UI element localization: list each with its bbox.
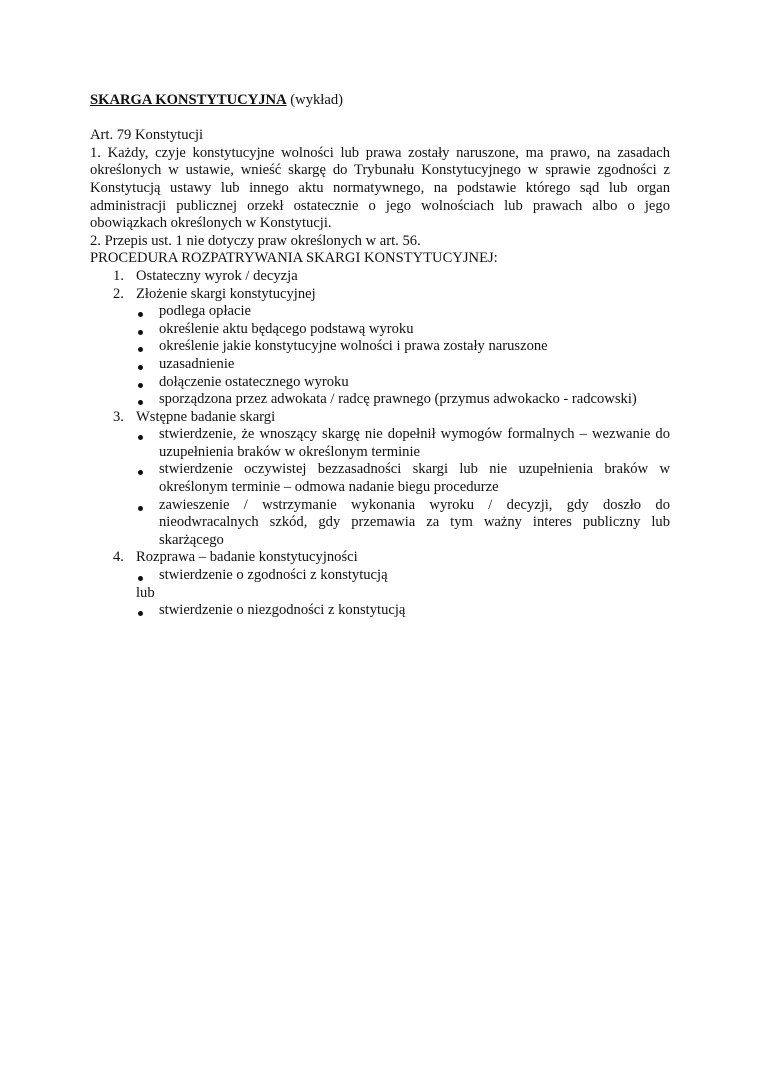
article-paragraph-2: 2. Przepis ust. 1 nie dotyczy praw określonych w art. 56.: [90, 232, 421, 249]
bullet-icon: [138, 611, 143, 616]
document-title: [90, 92, 670, 110]
document-page: [90, 92, 670, 620]
step-label: Złożenie skargi konstytucyjnej: [136, 285, 316, 302]
step-bullet-list: [136, 602, 670, 620]
blank-line: [90, 110, 670, 128]
step-number: 1.: [113, 267, 124, 284]
step-bullet-list: [136, 567, 670, 585]
procedure-step: [90, 286, 670, 409]
bullet-item: [136, 374, 670, 392]
bullet-icon: [138, 506, 143, 511]
title-bold-text: SKARGA KONSTYTUCYJNA: [90, 92, 287, 108]
bullet-text: sporządzona przez adwokata / radcę prawnego (przymus adwokacko - radcowski): [159, 391, 637, 408]
bullet-item: [136, 391, 670, 409]
step-number: 4.: [113, 549, 124, 566]
bullet-icon: [138, 365, 143, 370]
bullet-icon: [138, 470, 143, 475]
bullet-item: [136, 338, 670, 356]
bullet-icon: [138, 576, 143, 581]
bullet-icon: [138, 347, 143, 352]
bullet-item: [136, 497, 670, 550]
bullet-text: podlega opłacie: [159, 303, 251, 320]
article-paragraph-1: 1. Każdy, czyje konstytucyjne wolności lub prawa zostały naruszone, ma prawo, na zasadach określonych w ustawie, wnieść skargę do Trybunału Konstytucyjnego w sprawie zgodności z Konstytucją ustawy lub innego aktu normatywnego, na podstawie którego sąd lub organ administracji publicznej orzekł ostatecznie o jego wolnościach lub prawach albo o jego obowiązkach określonych w Konstytucji.: [90, 144, 670, 232]
title-suffix: (wykład): [286, 92, 343, 108]
bullet-item: [136, 567, 670, 585]
bullet-item: [136, 303, 670, 321]
step-number: 2.: [113, 285, 124, 302]
bullet-icon: [138, 435, 143, 440]
connector-text: lub: [136, 584, 155, 601]
bullet-text: uzasadnienie: [159, 355, 235, 372]
step-bullet-list: [136, 426, 670, 549]
procedure-step: [90, 268, 670, 286]
bullet-text: dołączenie ostatecznego wyroku: [159, 373, 349, 390]
bullet-text: stwierdzenie oczywistej bezzasadności skargi lub nie uzupełnienia braków w określonym terminie – odmowa nadanie biegu procedurze: [159, 461, 670, 496]
procedure-steps: [90, 268, 670, 620]
step-label: Ostateczny wyrok / decyzja: [136, 267, 298, 284]
bullet-item: [136, 356, 670, 374]
bullet-text: stwierdzenie, że wnoszący skargę nie dopełnił wymogów formalnych – wezwanie do uzupełnienia braków w określonym terminie: [159, 426, 670, 460]
bullet-text: zawieszenie / wstrzymanie wykonania wyroku / decyzji, gdy doszło do nieodwracalnych szkód, gdy przemawia za tym ważny interes publiczny lub skarżącego: [159, 496, 670, 548]
step-label: Wstępne badanie skargi: [136, 408, 276, 425]
article-reference: Art. 79 Konstytucji: [90, 127, 204, 144]
step-number: 3.: [113, 408, 124, 425]
step-bullet-list: [136, 303, 670, 409]
procedure-step: [90, 549, 670, 619]
bullet-text: określenie jakie konstytucyjne wolności i prawa zostały naruszone: [159, 338, 548, 355]
bullet-item: [136, 426, 670, 461]
bullet-icon: [138, 330, 143, 335]
bullet-text: stwierdzenie o niezgodności z konstytucją: [159, 602, 406, 619]
bullet-icon: [138, 312, 143, 317]
bullet-item: [136, 461, 670, 496]
bullet-icon: [138, 400, 143, 405]
bullet-item: [136, 321, 670, 339]
bullet-item: [136, 602, 670, 620]
procedure-step: [90, 409, 670, 550]
bullet-text: określenie aktu będącego podstawą wyroku: [159, 320, 414, 337]
bullet-icon: [138, 383, 143, 388]
bullet-text: stwierdzenie o zgodności z konstytucją: [159, 567, 388, 584]
procedure-heading: PROCEDURA ROZPATRYWANIA SKARGI KONSTYTUCYJNEJ:: [90, 250, 498, 267]
step-label: Rozprawa – badanie konstytucyjności: [136, 549, 358, 566]
